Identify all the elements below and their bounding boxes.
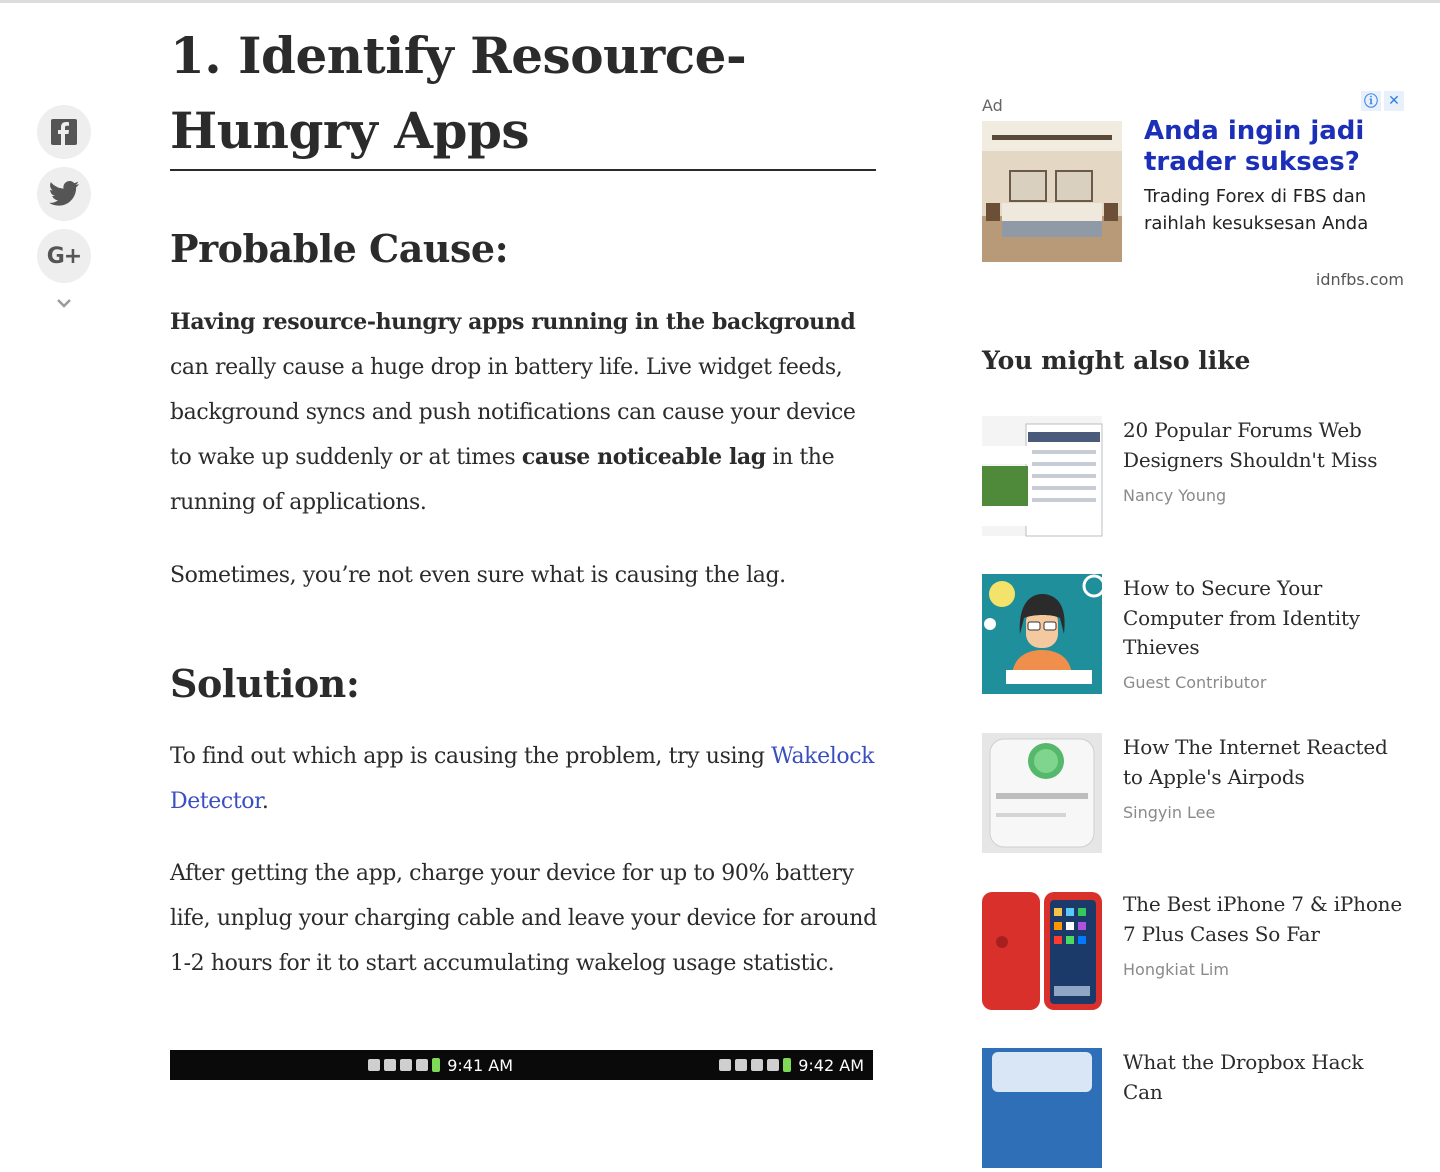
related-heading: You might also like [982,346,1251,375]
cause-text-a: can really cause a huge drop in battery life. Live widget feeds, background syncs and push notifications can cause your device to wake up suddenly or at times [170,355,856,470]
google-plus-share-button[interactable] [37,229,91,283]
related-thumbnail [982,574,1102,694]
related-thumbnail [982,1048,1102,1168]
facebook-icon [51,119,77,145]
related-thumbnail [982,733,1102,853]
status-icons [719,1058,791,1072]
related-title[interactable]: The Best iPhone 7 & iPhone 7 Plus Cases So Far [1123,892,1402,946]
wakelock-detector-link[interactable]: Wakelock Detector [170,744,875,814]
app-screenshot [170,1050,873,1080]
related-thumbnail [982,890,1102,1010]
related-author: Singyin Lee [1123,803,1216,822]
ad-badges [1361,91,1404,111]
ad-close-icon[interactable]: ✕ [1384,91,1404,111]
share-rail [37,105,91,315]
ad-description: Trading Forex di FBS dan raihlah kesuksesan Anda [1144,186,1369,234]
article-body [170,0,880,1075]
cause-bold-lead: Having resource-hungry apps running in the background [170,309,856,335]
ad-headline[interactable]: Anda ingin jadi trader sukses? [1144,116,1365,177]
ad-info-icon[interactable]: ⓘ [1361,91,1381,111]
ad-domain[interactable]: idnfbs.com [1315,270,1404,289]
related-author: Nancy Young [1123,486,1227,505]
ad-label: Ad [982,96,1003,115]
twitter-share-button[interactable] [37,167,91,221]
related-item[interactable] [982,890,1404,1010]
facebook-share-button[interactable] [37,105,91,159]
related-author: Guest Contributor [1123,673,1267,692]
chevron-down-icon [56,298,72,308]
cause-bold-lag: cause noticeable lag [521,444,766,470]
related-item[interactable] [982,733,1404,853]
solution-text-b: . [261,789,269,814]
related-author: Hongkiat Lim [1123,960,1229,979]
related-title[interactable]: How The Internet Reacted to Apple's Airpods [1123,735,1388,789]
ad-image[interactable] [982,121,1122,262]
related-item[interactable] [982,1048,1404,1104]
related-title[interactable]: What the Dropbox Hack Can [1123,1050,1364,1104]
related-title[interactable]: 20 Popular Forums Web Designers Shouldn't Miss [1123,418,1378,472]
lag-paragraph: Sometimes, you’re not even sure what is causing the lag. [170,563,786,588]
probable-cause-heading: Probable Cause: [170,226,509,271]
solution-text-a: To find out which app is causing the problem, try using [170,744,772,769]
related-thumbnail [982,416,1102,536]
solution-heading: Solution: [170,661,360,706]
twitter-icon [49,181,79,207]
related-item[interactable] [982,416,1404,536]
title-underline [170,169,876,171]
related-title[interactable]: How to Secure Your Computer from Identity Thieves [1123,576,1360,659]
share-more-button[interactable] [37,291,91,315]
related-item[interactable] [982,574,1404,694]
screenshot-status-bar-right [521,1050,872,1080]
section-title: 1. Identify Resource-Hungry Apps [170,26,747,160]
instructions-paragraph: After getting the app, charge your device for up to 90% battery life, unplug your charging cable and leave your device for around 1-2 hours for it to start accumulating wakelog usage statistic. [170,861,877,976]
cause-paragraph [170,300,880,525]
status-time: 9:42 AM [798,1055,864,1075]
screenshot-status-bar-left [170,1050,521,1080]
google-plus-icon: G+ [46,243,82,269]
status-time: 9:41 AM [447,1055,513,1075]
cause-text-b: in the running of applications. [170,445,835,515]
solution-paragraph [170,734,880,824]
status-icons [368,1058,440,1072]
